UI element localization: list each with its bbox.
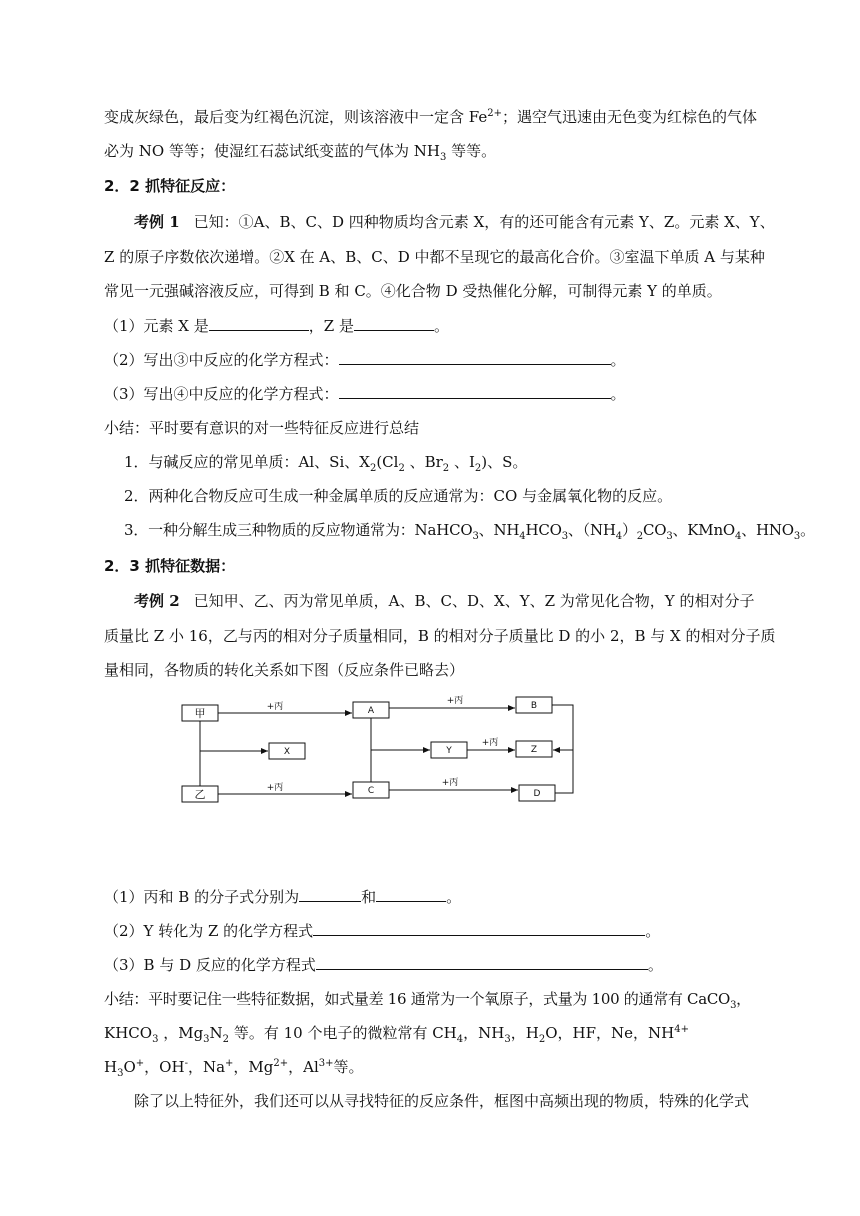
edge-label: +丙: [266, 702, 284, 712]
text-line: $KHCO_3$ ，$Mg_3N_2$ 等。有 10 个电子的微粒常有 $CH_4$，$NH_3$，$H_2O$，HF，Ne，$NH^{4+}$: [104, 1024, 689, 1045]
list-item: 2．两种化合物反应可生成一种金属单质的反应通常为：CO 与金属氧化物的反应。: [124, 487, 673, 505]
answer-blank[interactable]: [313, 921, 645, 936]
question-1: （1）元素 X 是 ，Z 是 。: [104, 317, 449, 335]
text-line: 除了以上特征外，我们还可以从寻找特征的反应条件，框图中高频出现的物质，特殊的化学式: [134, 1092, 750, 1110]
text-line: 量相同，各物质的转化关系如下图（反应条件已略去）: [104, 661, 465, 679]
question-3: （3）写出④中反应的化学方程式： 。: [104, 385, 626, 403]
node-label: 甲: [194, 707, 206, 720]
node-label: X: [283, 747, 291, 757]
question-p3: （3）B 与 D 反应的化学方程式 。: [104, 956, 663, 974]
answer-blank[interactable]: [316, 955, 648, 970]
example-label: 考例 2: [134, 592, 180, 610]
question-p2: （2）Y 转化为 Z 的化学方程式 。: [104, 922, 661, 940]
question-p1: （1）丙和 B 的分子式分别为 和 。: [104, 888, 462, 906]
node-label: A: [367, 706, 375, 716]
section-heading: 2．2 抓特征反应：: [104, 177, 236, 195]
edge-bd-z: [552, 705, 573, 793]
section-heading: 2．3 抓特征数据：: [104, 557, 236, 575]
list-item: 3．一种分解生成三种物质的反应物通常为：NaHCO$_3$、$NH_4HCO_3$、$(NH_4)_2CO_3$、KMnO$_4$、$HNO_3$。: [124, 521, 815, 542]
node-label: C: [367, 786, 375, 796]
edge-label: +丙: [441, 778, 459, 788]
question-2: （2）写出③中反应的化学方程式： 。: [104, 351, 626, 369]
summary-line: 小结：平时要记住一些特征数据，如式量差 16 通常为一个氧原子，式量为 100 的通常有 CaCO$_3$，: [104, 990, 751, 1011]
summary-line: 小结：平时要有意识的对一些特征反应进行总结: [104, 419, 420, 437]
answer-blank[interactable]: [376, 887, 446, 902]
list-item: 1．与碱反应的常见单质：Al、Si、$X_2(Cl_2$ 、$Br_2$ 、$I_2$)、S。: [124, 453, 528, 474]
example-label: 考例 1: [134, 213, 180, 231]
text-line: 变成灰绿色，最后变为红褐色沉淀，则该溶液中一定含 $Fe^{2+}$；遇空气迅速由无色变为红棕色的气体: [104, 108, 758, 126]
text-line: 必为 NO 等等；使湿红石蕊试纸变蓝的气体为 $NH_3$ 等等。: [104, 142, 497, 163]
text-line: 质量比 Z 小 16，乙与丙的相对分子质量相同，B 的相对分子质量比 D 的小 2，B 与 X 的相对分子质: [104, 627, 776, 645]
node-label: 乙: [194, 788, 206, 801]
edge-label: +丙: [446, 696, 464, 706]
text-line: 常见一元强碱溶液反应，可得到 B 和 C。④化合物 D 受热催化分解，可制得元素 Y 的单质。: [104, 282, 722, 300]
node-label: D: [533, 789, 541, 799]
text-line: $H_3O^+$，OH-，Na+，$Mg^{2+}$，$Al^{3+}$等。: [104, 1058, 364, 1079]
node-label: B: [530, 701, 538, 711]
example-2-line: 考例 2 已知甲、乙、丙为常见单质，A、B、C、D、X、Y、Z 为常见化合物，Y 的相对分子: [134, 592, 755, 610]
edge-label: +丙: [266, 783, 284, 793]
answer-blank[interactable]: [299, 887, 361, 902]
edge-label: +丙: [481, 738, 499, 748]
node-label: Y: [446, 746, 452, 756]
node-label: Z: [530, 745, 538, 755]
example-1-line: 考例 1 已知：①A、B、C、D 四种物质均含元素 X，有的还可能含有元素 Y、Z。元素 X、Y、: [134, 213, 775, 231]
text-line: Z 的原子序数依次递增。②X 在 A、B、C、D 中都不呈现它的最高化合价。③室温下单质 A 与某种: [104, 248, 765, 266]
